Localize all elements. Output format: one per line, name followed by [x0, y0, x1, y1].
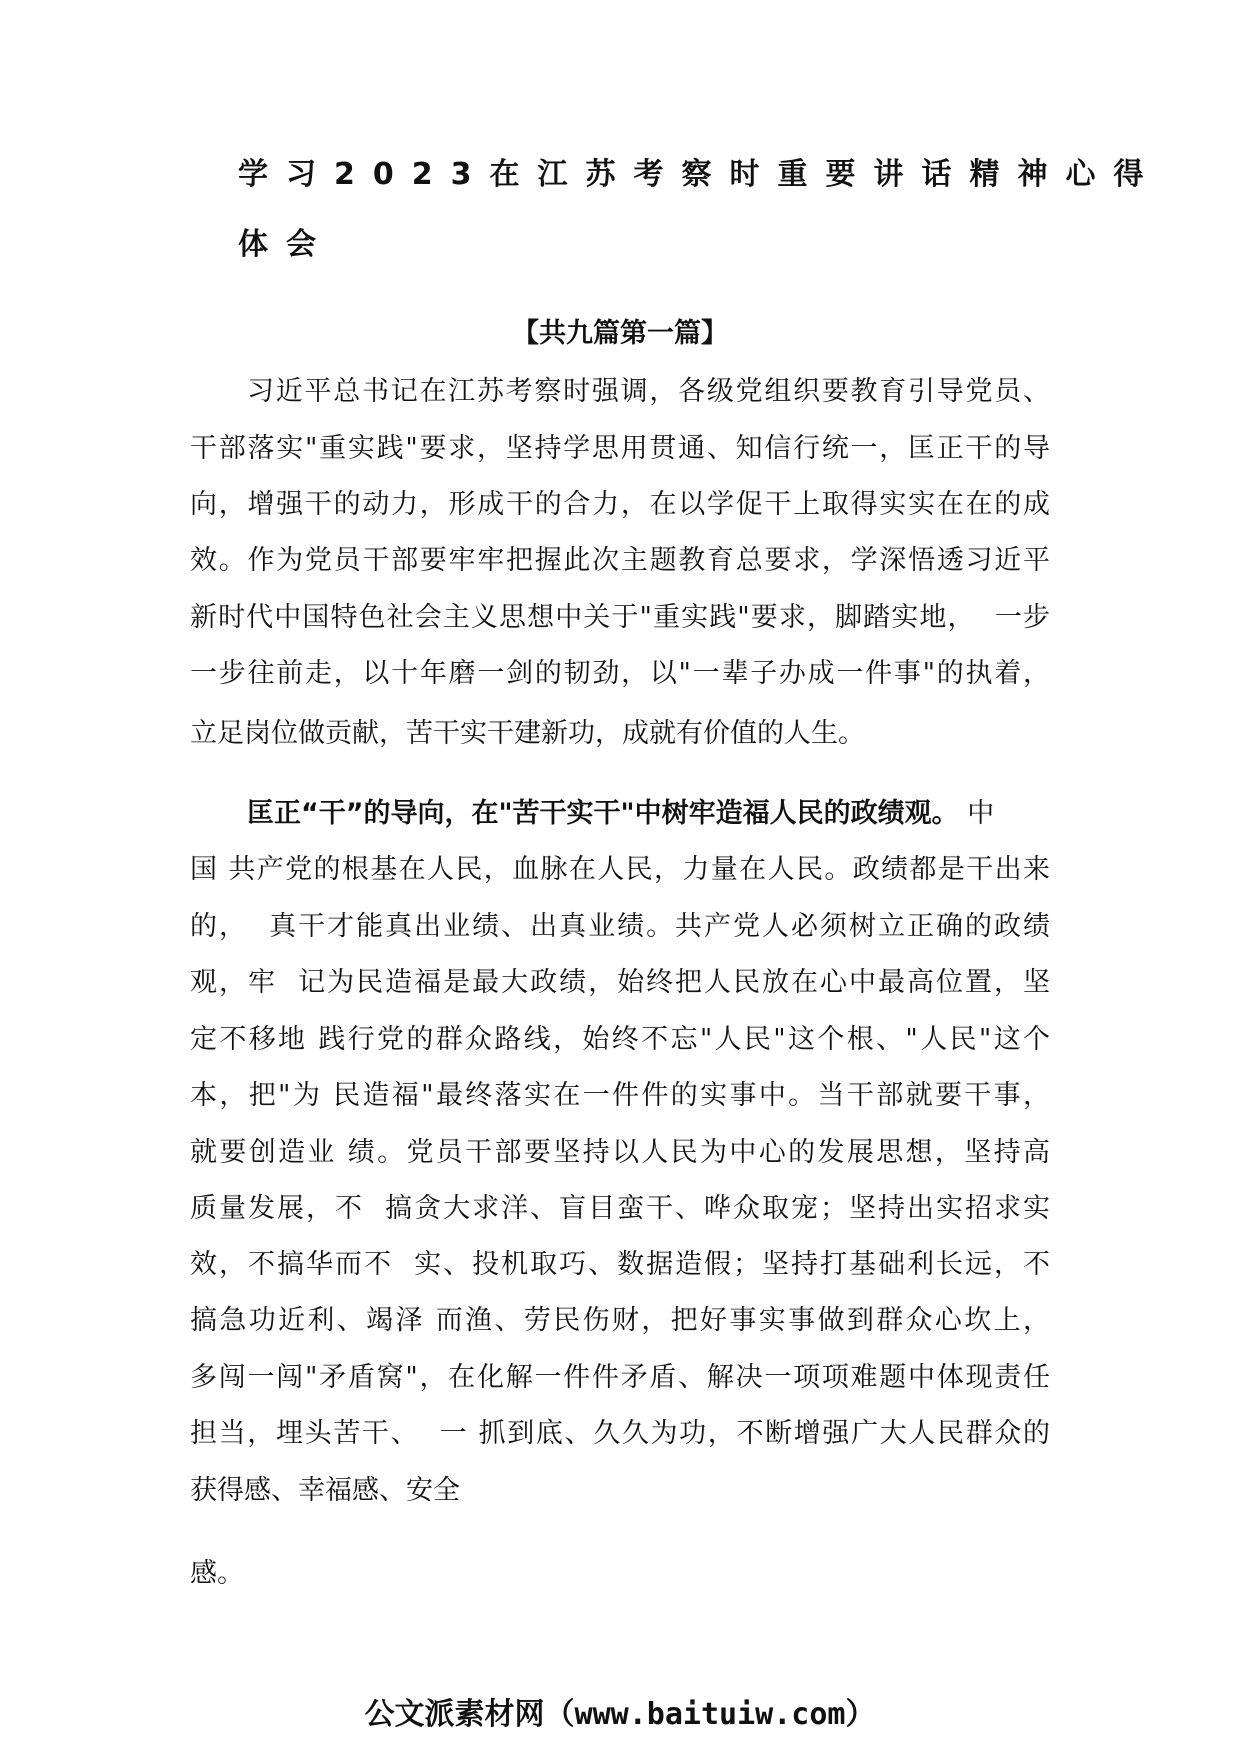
footer-watermark — [0, 1697, 1240, 1732]
document-title-line-2: 体会 — [238, 227, 334, 262]
paragraph-1-line: 立足岗位做贡献，苦干实干建新功，成就有价值的人生。 — [190, 718, 865, 749]
paragraph-1-line: 新时代中国特色社会主义思想中关于"重实践"要求，脚踏实地， 一步 — [190, 602, 1050, 633]
paragraph-2-line: 的， 真干才能真出业绩、出真业绩。共产党人必须树立正确的政绩 — [190, 911, 1050, 942]
paragraph-1-line: 效。作为党员干部要牢牢把握此次主题教育总要求，学深悟透习近平 — [190, 545, 1050, 576]
footer-site-url: （www.baituiw.com） — [544, 1697, 876, 1732]
paragraph-2-line: 本，把"为 民造福"最终落实在一件件的实事中。当干部就要干事， — [190, 1080, 1050, 1111]
paragraph-2-line: 获得感、幸福感、安全 — [190, 1475, 460, 1506]
paragraph-2-first-line — [247, 800, 994, 827]
paragraph-2-line: 就要创造业 绩。党员干部要坚持以人民为中心的发展思想，坚持高 — [190, 1137, 1050, 1168]
paragraph-2-line: 定不移地 践行党的群众路线，始终不忘"人民"这个根、"人民"这个 — [190, 1024, 1050, 1055]
paragraph-2-heading-tail: 中 — [958, 798, 995, 829]
paragraph-2-line: 担当，埋头苦干、 一 抓到底、久久为功，不断增强广大人民群众的 — [190, 1418, 1050, 1449]
paragraph-2-line: 质量发展，不 搞贪大求洋、盲目蛮干、哗众取宠；坚持出实招求实 — [190, 1193, 1050, 1224]
paragraph-2-line: 效，不搞华而不 实、投机取巧、数据造假；坚持打基础利长远，不 — [190, 1249, 1050, 1280]
paragraph-1-line: 向，增强干的动力，形成干的合力，在以学促干上取得实实在在的成 — [190, 489, 1050, 520]
paragraph-2-line: 搞急功近利、竭泽 而渔、劳民伤财，把好事实事做到群众心坎上， — [190, 1305, 1050, 1336]
footer-site-name: 公文派素材网 — [364, 1697, 545, 1732]
document-subtitle: 【共九篇第一篇】 — [512, 318, 728, 349]
paragraph-2-line: 多闯一闯"矛盾窝"，在化解一件件矛盾、解决一项项难题中体现责任 — [190, 1362, 1050, 1393]
paragraph-1-line: 习近平总书记在江苏考察时强调，各级党组织要教育引导党员、 — [247, 376, 1050, 407]
paragraph-2-line: 国 共产党的根基在人民，血脉在人民，力量在人民。政绩都是干出来 — [190, 854, 1050, 885]
paragraph-1-line: 干部落实"重实践"要求，坚持学思用贯通、知信行统一，匡正干的导 — [190, 433, 1050, 464]
paragraph-1-line: 一步往前走，以十年磨一剑的韧劲，以"一辈子办成一件事"的执着， — [190, 658, 1050, 689]
paragraph-2-line: 感。 — [190, 1558, 244, 1589]
document-title-line-1: 学习2023在江苏考察时重要讲话精神心得 — [238, 157, 1162, 192]
paragraph-2-line: 观，牢 记为民造福是最大政绩，始终把人民放在心中最高位置，坚 — [190, 967, 1050, 998]
paragraph-2-heading: 匡正“干”的导向，在"苦干实干"中树牢造福人民的政绩观。 — [247, 798, 959, 829]
